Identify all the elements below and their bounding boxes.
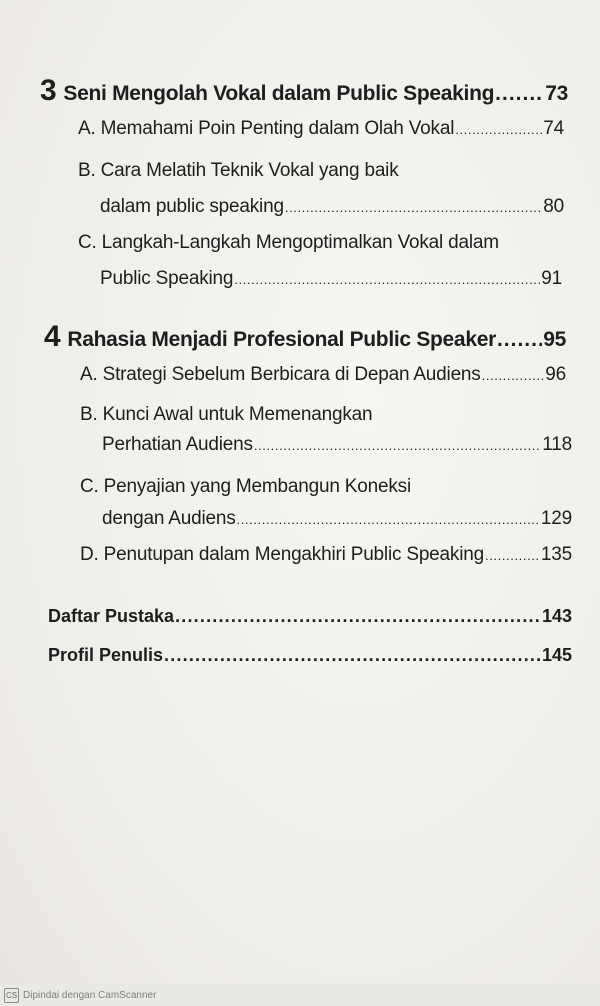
page-number: 118 — [542, 434, 572, 455]
dot-leader — [455, 122, 542, 137]
dot-leader — [175, 606, 541, 627]
entry-title: A. Memahami Poin Penting dalam Olah Vokal — [78, 118, 455, 139]
chapter-number: 4 — [44, 320, 61, 353]
dot-leader — [495, 82, 544, 106]
toc-entry — [102, 434, 572, 456]
camscanner-icon: CS — [4, 988, 19, 1003]
page-number: 135 — [540, 544, 572, 565]
entry-title: A. Strategi Sebelum Berbicara di Depan Audiens — [80, 364, 481, 385]
dot-leader — [254, 438, 541, 453]
chapter-title: Rahasia Menjadi Profesional Public Speaker — [67, 328, 496, 351]
page-number: 80 — [543, 196, 564, 217]
page-number: 73 — [545, 82, 568, 105]
page-number: 96 — [545, 364, 566, 385]
watermark-text: Dipindai dengan CamScanner — [23, 989, 157, 1001]
entry-title-continued: dalam public speaking — [100, 196, 284, 217]
toc-entry — [100, 268, 562, 290]
entry-title-continued: Perhatian Audiens — [102, 434, 253, 455]
chapter-title: Seni Mengolah Vokal dalam Public Speaking — [63, 82, 495, 105]
chapter-number: 3 — [40, 74, 57, 107]
scanner-watermark — [0, 984, 600, 1006]
entry-title: Profil Penulis — [48, 645, 164, 665]
toc-entry — [80, 364, 566, 386]
page-number: 95 — [543, 328, 566, 351]
dot-leader — [497, 328, 542, 352]
dot-leader — [164, 645, 541, 666]
entry-title: B. Kunci Awal untuk Memenangkan — [80, 404, 373, 425]
dot-leader — [482, 368, 545, 383]
chapter-4-heading — [44, 320, 566, 354]
entry-title-continued: Public Speaking — [100, 268, 234, 289]
page-number: 129 — [540, 508, 572, 529]
dot-leader — [285, 200, 542, 215]
dot-leader — [234, 272, 540, 287]
page-number: 74 — [543, 118, 564, 139]
back-matter-entry — [48, 606, 572, 627]
entry-title: C. Penyajian yang Membangun Koneksi — [80, 476, 411, 497]
toc-entry — [78, 118, 564, 140]
back-matter-entry — [48, 645, 572, 666]
toc-entry — [80, 544, 572, 566]
page-number: 143 — [541, 606, 572, 626]
entry-title: B. Cara Melatih Teknik Vokal yang baik — [78, 160, 399, 181]
entry-title: Daftar Pustaka — [48, 606, 175, 626]
entry-title: C. Langkah-Langkah Mengoptimalkan Vokal dalam — [78, 232, 499, 253]
toc-entry — [102, 508, 572, 530]
entry-title-continued: dengan Audiens — [102, 508, 236, 529]
entry-title: D. Penutupan dalam Mengakhiri Public Speaking — [80, 544, 484, 565]
dot-leader — [485, 548, 540, 563]
dot-leader — [237, 512, 540, 527]
page-number: 145 — [541, 645, 572, 665]
toc-entry — [100, 196, 564, 218]
chapter-3-heading — [40, 74, 568, 108]
page-number: 91 — [541, 268, 562, 289]
